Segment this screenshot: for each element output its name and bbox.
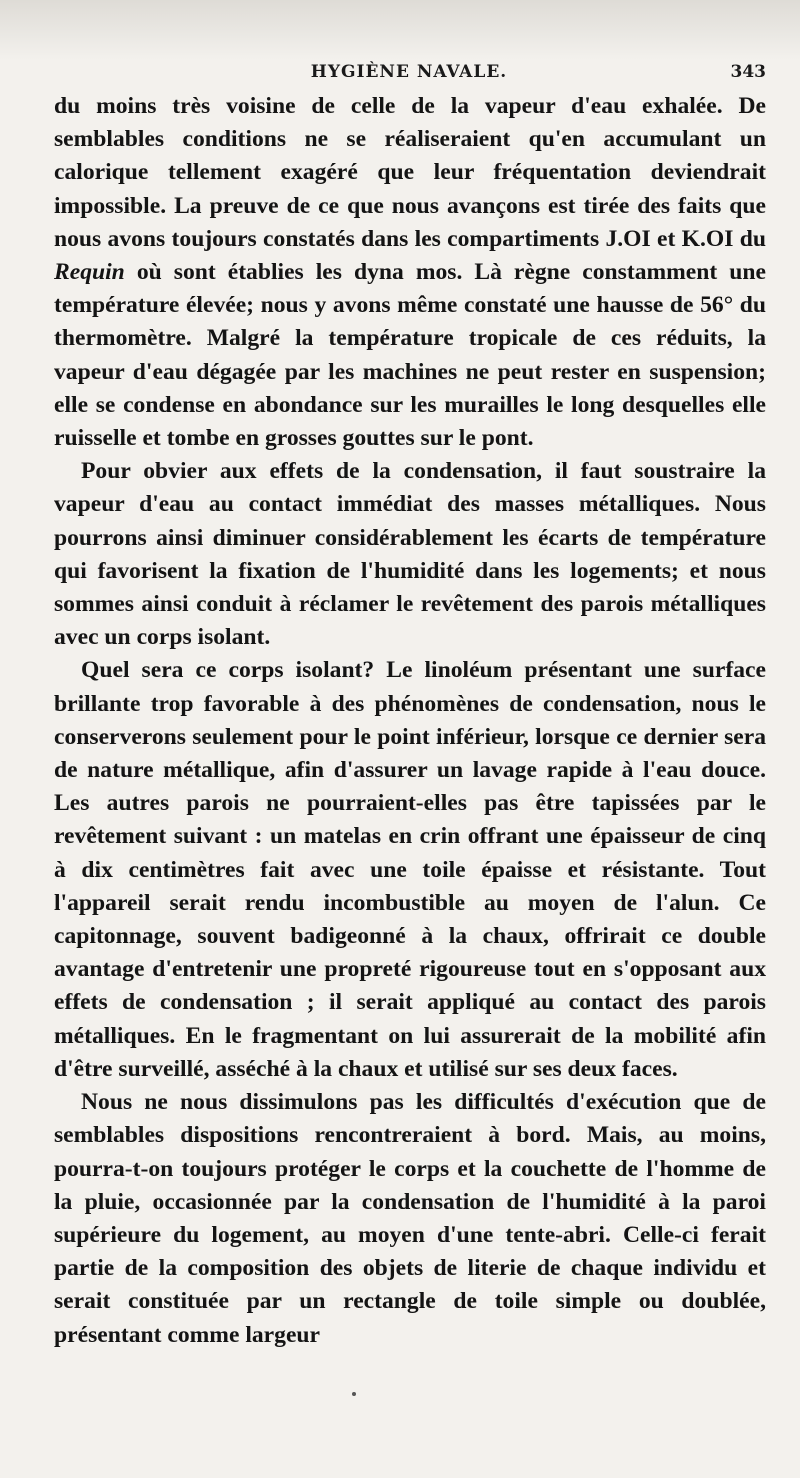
paragraph-3: Quel sera ce corps isolant? Le linoléum présentant une surface brillante trop favorable à des phénomènes de condensation, nous le conserverons seulement pour le point inférieur, lorsque ce dernier sera de nature métallique, afin d'assurer un lavage rapide à l'eau douce. Les autres parois ne pourraient-elles pas être tapissées par le revêtement suivant : un matelas en crin offrant une épaisseur de cinq à dix centimètres fait avec une toile épaisse et résistante. Tout l'appareil serait rendu incombustible au moyen de l'alun. Ce capitonnage, souvent badigeonné à la chaux, offrirait ce double avantage d'entretenir une propreté rigoureuse tout en s'opposant aux effets de condensation ; il serait appliqué au contact des parois métalliques. En le fragmentant on lui assurerait de la mobilité afin d'être surveillé, asséché à la chaux et utilisé sur ses deux faces.	[54, 657, 766, 1082]
paragraph-1	[54, 90, 766, 455]
ship-name-requin: Requin	[54, 259, 125, 286]
paragraph-1-text-b: où sont établies les dyna mos. Là règne constamment une température élevée; nous y avons même constaté une hausse de 56° du thermomètre. Malgré la température tropicale de ces réduits, la vapeur d'eau dégagée par les machines ne peut rester en suspension; elle se condense en abondance sur les murailles le long desquelles elle ruisselle et tombe en grosses gouttes sur le pont.	[54, 259, 766, 452]
paragraph-2: Pour obvier aux effets de la condensation, il faut soustraire la vapeur d'eau au contact immédiat des masses métalliques. Nous pourrons ainsi diminuer considérablement les écarts de température qui favorisent la fixation de l'humidité dans les logements; et nous sommes ainsi conduit à réclamer le revêtement des parois métalliques avec un corps isolant.	[54, 458, 766, 651]
page-number: 343	[730, 62, 766, 82]
running-head: HYGIÈNE NAVALE.	[310, 62, 508, 82]
print-speck	[352, 1392, 356, 1396]
paragraph-1-text-a: du moins très voisine de celle de la vapeur d'eau exhalée. De semblables conditions ne se réaliseraient qu'en accumulant un calorique tellement exagéré que leur fréquentation deviendrait impossible. La preuve de ce que nous avançons est tirée des faits que nous avons toujours constatés dans les compartiments J.OI et K.OI du	[54, 93, 766, 252]
paragraph-4: Nous ne nous dissimulons pas les difficultés d'exécution que de semblables dispositions rencontreraient à bord. Mais, au moins, pourra-t-on toujours protéger le corps et la couchette de l'homme de la pluie, occasionnée par la condensation de l'humidité à la paroi supérieure du logement, au moyen d'une tente-abri. Celle-ci ferait partie de la composition des objets de literie de chaque individu et serait constituée par un rectangle de toile simple ou doublée, présentant comme largeur	[54, 1089, 766, 1348]
body-text	[54, 90, 766, 1352]
page-header	[52, 62, 766, 92]
page-edge-shadow	[0, 0, 800, 60]
